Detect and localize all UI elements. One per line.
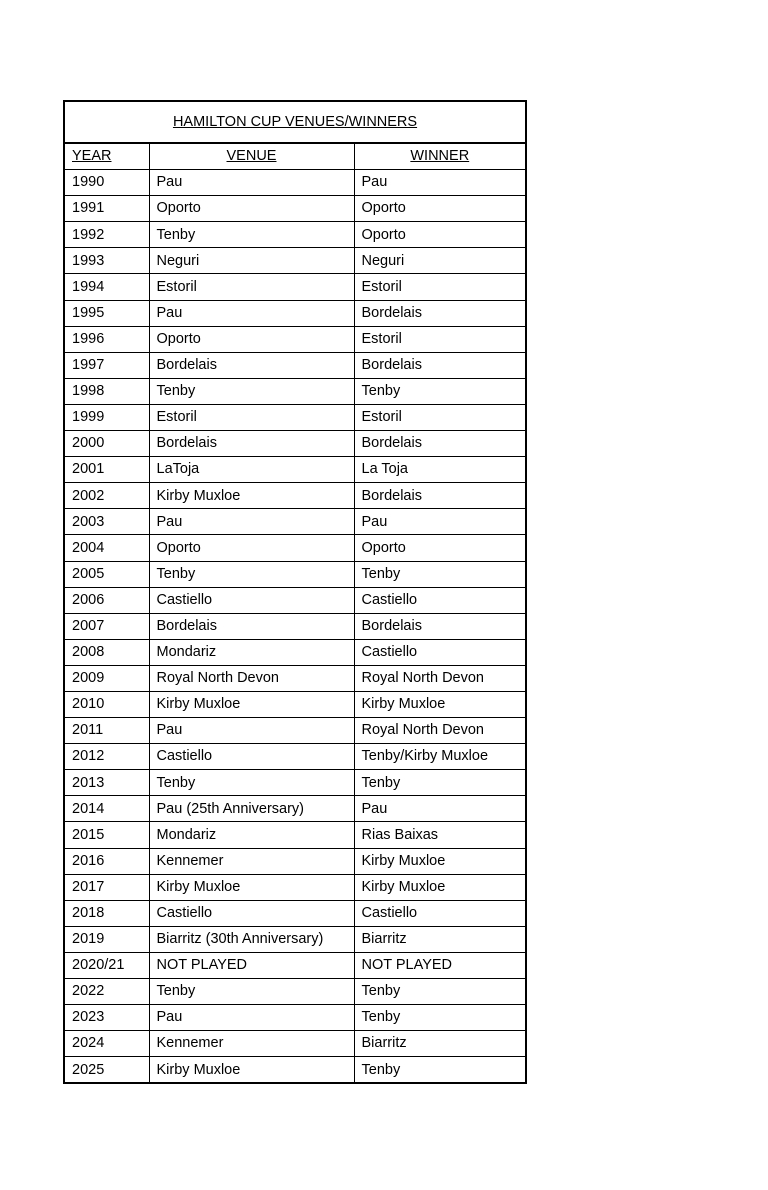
winner-cell: Kirby Muxloe (354, 691, 526, 717)
table-row (64, 587, 526, 613)
table-row (64, 900, 526, 926)
venue-cell: Pau (149, 509, 354, 535)
venue-cell: Castiello (149, 587, 354, 613)
table-row (64, 874, 526, 900)
table-row (64, 222, 526, 248)
year-cell: 2010 (64, 691, 149, 717)
table-row (64, 796, 526, 822)
year-cell: 2022 (64, 979, 149, 1005)
year-cell: 1998 (64, 378, 149, 404)
venue-cell: Pau (149, 170, 354, 196)
table-row (64, 822, 526, 848)
year-cell: 1994 (64, 274, 149, 300)
winner-cell: Tenby (354, 378, 526, 404)
year-cell: 2014 (64, 796, 149, 822)
table-row (64, 274, 526, 300)
winner-cell: Royal North Devon (354, 665, 526, 691)
venues-winners-table (63, 100, 527, 1084)
table-row (64, 196, 526, 222)
year-cell: 1996 (64, 326, 149, 352)
table-row (64, 848, 526, 874)
winner-cell: La Toja (354, 457, 526, 483)
winner-cell: Tenby (354, 1005, 526, 1031)
table-row (64, 1057, 526, 1084)
venue-cell: Kirby Muxloe (149, 1057, 354, 1084)
table-row (64, 691, 526, 717)
venue-cell: Bordelais (149, 613, 354, 639)
venue-cell: Tenby (149, 979, 354, 1005)
year-cell: 1991 (64, 196, 149, 222)
venue-cell: Royal North Devon (149, 665, 354, 691)
winner-cell: Estoril (354, 274, 526, 300)
year-cell: 2008 (64, 639, 149, 665)
winner-cell: Estoril (354, 404, 526, 430)
table-row (64, 431, 526, 457)
table-row (64, 1005, 526, 1031)
winner-cell: Kirby Muxloe (354, 848, 526, 874)
year-cell: 2015 (64, 822, 149, 848)
venue-cell: Tenby (149, 561, 354, 587)
venue-cell: Oporto (149, 196, 354, 222)
table-row (64, 613, 526, 639)
year-cell: 2007 (64, 613, 149, 639)
venue-cell: Kirby Muxloe (149, 874, 354, 900)
table-row (64, 483, 526, 509)
venue-cell: Neguri (149, 248, 354, 274)
year-cell: 2023 (64, 1005, 149, 1031)
year-cell: 1999 (64, 404, 149, 430)
venue-cell: Pau (25th Anniversary) (149, 796, 354, 822)
table-row (64, 665, 526, 691)
winner-cell: Castiello (354, 900, 526, 926)
year-cell: 2005 (64, 561, 149, 587)
winner-cell: Royal North Devon (354, 718, 526, 744)
venue-cell: NOT PLAYED (149, 952, 354, 978)
table-row (64, 1031, 526, 1057)
winner-cell: Bordelais (354, 300, 526, 326)
venue-cell: Kennemer (149, 848, 354, 874)
title-row (64, 101, 526, 143)
year-header: YEAR (64, 143, 149, 170)
year-cell: 2001 (64, 457, 149, 483)
winner-cell: Pau (354, 796, 526, 822)
table-row (64, 509, 526, 535)
winner-cell: Kirby Muxloe (354, 874, 526, 900)
venue-cell: Oporto (149, 326, 354, 352)
venue-cell: Castiello (149, 744, 354, 770)
venue-cell: Mondariz (149, 639, 354, 665)
year-cell: 2016 (64, 848, 149, 874)
year-cell: 2012 (64, 744, 149, 770)
winner-cell: Biarritz (354, 1031, 526, 1057)
table-row (64, 639, 526, 665)
year-cell: 2011 (64, 718, 149, 744)
year-cell: 2002 (64, 483, 149, 509)
winner-cell: Tenby (354, 979, 526, 1005)
table-body (64, 101, 526, 1083)
year-cell: 2000 (64, 431, 149, 457)
venue-cell: Tenby (149, 378, 354, 404)
year-cell: 2004 (64, 535, 149, 561)
table-row (64, 535, 526, 561)
table-row (64, 744, 526, 770)
venue-cell: Pau (149, 718, 354, 744)
year-cell: 2025 (64, 1057, 149, 1084)
venue-cell: Kirby Muxloe (149, 483, 354, 509)
table-row (64, 952, 526, 978)
winner-cell: Tenby/Kirby Muxloe (354, 744, 526, 770)
venue-cell: Oporto (149, 535, 354, 561)
venue-cell: Tenby (149, 770, 354, 796)
winner-cell: Estoril (354, 326, 526, 352)
venue-cell: Pau (149, 1005, 354, 1031)
table-row (64, 248, 526, 274)
year-cell: 1990 (64, 170, 149, 196)
winner-cell: Tenby (354, 561, 526, 587)
winner-cell: Oporto (354, 535, 526, 561)
winner-cell: Bordelais (354, 483, 526, 509)
winner-cell: Rias Baixas (354, 822, 526, 848)
winner-header: WINNER (354, 143, 526, 170)
year-cell: 1997 (64, 352, 149, 378)
venue-header: VENUE (149, 143, 354, 170)
year-cell: 2003 (64, 509, 149, 535)
winner-cell: Bordelais (354, 613, 526, 639)
winner-cell: Tenby (354, 1057, 526, 1084)
venue-cell: Biarritz (30th Anniversary) (149, 926, 354, 952)
header-row (64, 143, 526, 170)
table-row (64, 457, 526, 483)
year-cell: 2006 (64, 587, 149, 613)
year-cell: 1992 (64, 222, 149, 248)
venue-cell: Pau (149, 300, 354, 326)
table-row (64, 979, 526, 1005)
table-row (64, 352, 526, 378)
venue-cell: Kirby Muxloe (149, 691, 354, 717)
winner-cell: Pau (354, 170, 526, 196)
table-row (64, 378, 526, 404)
venue-cell: Mondariz (149, 822, 354, 848)
year-cell: 2009 (64, 665, 149, 691)
table-row (64, 404, 526, 430)
table-row (64, 770, 526, 796)
year-cell: 2013 (64, 770, 149, 796)
winner-cell: Pau (354, 509, 526, 535)
winner-cell: Castiello (354, 639, 526, 665)
winner-cell: Neguri (354, 248, 526, 274)
year-cell: 1995 (64, 300, 149, 326)
year-cell: 2019 (64, 926, 149, 952)
venue-cell: Estoril (149, 274, 354, 300)
year-cell: 2018 (64, 900, 149, 926)
table-row (64, 326, 526, 352)
winner-cell: Oporto (354, 222, 526, 248)
table-row (64, 561, 526, 587)
venue-cell: Castiello (149, 900, 354, 926)
table-title: HAMILTON CUP VENUES/WINNERS (64, 101, 526, 143)
table-row (64, 300, 526, 326)
winner-cell: Bordelais (354, 352, 526, 378)
year-cell: 2017 (64, 874, 149, 900)
venue-cell: Bordelais (149, 352, 354, 378)
table-row (64, 718, 526, 744)
venue-cell: Kennemer (149, 1031, 354, 1057)
venue-cell: Estoril (149, 404, 354, 430)
winner-cell: Tenby (354, 770, 526, 796)
table-row (64, 926, 526, 952)
venue-cell: Tenby (149, 222, 354, 248)
table-row (64, 170, 526, 196)
winner-cell: Biarritz (354, 926, 526, 952)
winner-cell: Castiello (354, 587, 526, 613)
year-cell: 2020/21 (64, 952, 149, 978)
year-cell: 2024 (64, 1031, 149, 1057)
venue-cell: LaToja (149, 457, 354, 483)
venue-cell: Bordelais (149, 431, 354, 457)
winner-cell: Oporto (354, 196, 526, 222)
winner-cell: Bordelais (354, 431, 526, 457)
year-cell: 1993 (64, 248, 149, 274)
winner-cell: NOT PLAYED (354, 952, 526, 978)
